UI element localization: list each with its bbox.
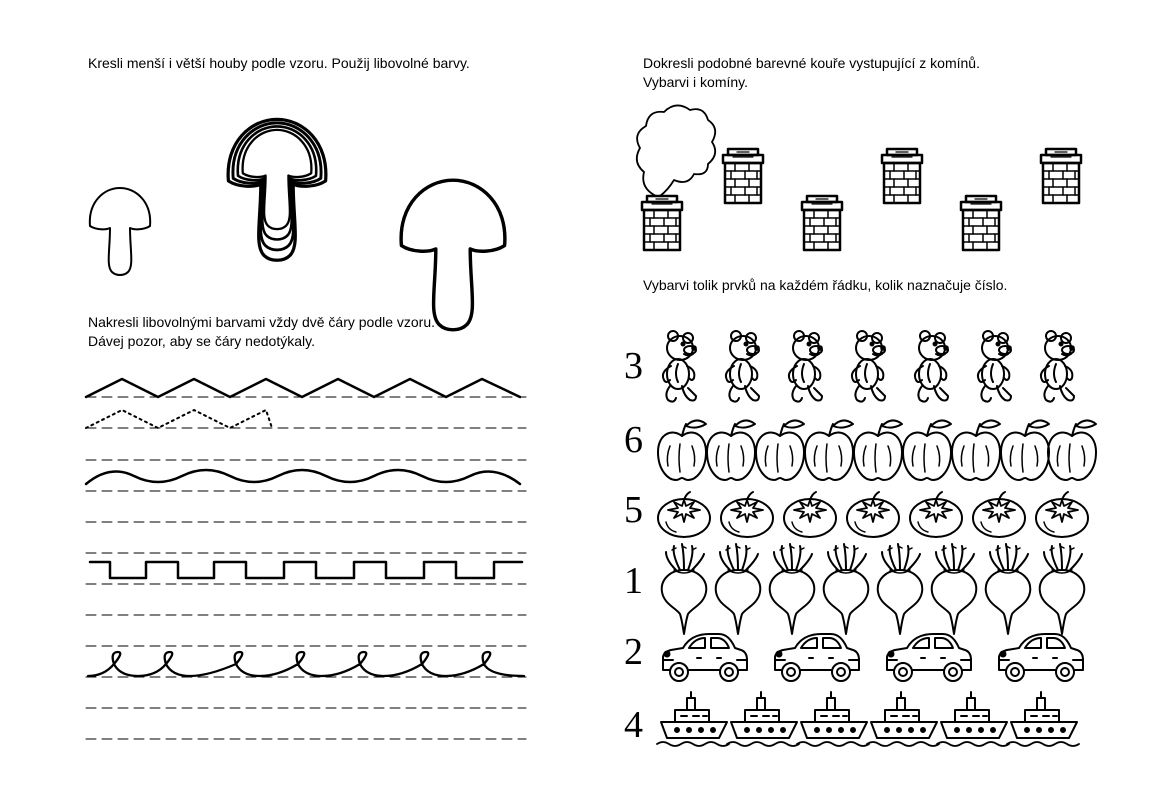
lines-instruction-line1: Nakresli libovolnými barvami vždy dvě čáry podle vzoru. — [88, 314, 436, 330]
boat-icon — [797, 692, 869, 746]
tomato-icon — [721, 492, 773, 537]
apple-icon — [756, 420, 804, 480]
tomato-icon — [1036, 492, 1088, 537]
apple-icon — [1001, 420, 1049, 480]
teddy-bear-icon — [726, 331, 759, 402]
radish-icon — [932, 544, 977, 634]
radish-icon — [770, 544, 815, 634]
car-icon — [775, 634, 859, 681]
apple-icon — [707, 420, 755, 480]
chimneys — [637, 105, 1081, 250]
teddy-bear-icon — [663, 331, 696, 402]
apple-icon — [805, 420, 853, 480]
tomato-icon — [973, 492, 1025, 537]
radish-icon — [662, 544, 707, 634]
tomato-icon — [784, 492, 836, 537]
radish-icon — [986, 544, 1031, 634]
apple-icon — [903, 420, 951, 480]
boat-icon — [1007, 692, 1079, 746]
teddy-bear-icon — [852, 331, 885, 402]
teddy-bear-icon — [789, 331, 822, 402]
count-instruction: Vybarvi tolik prvků na každém řádku, kolik naznačuje číslo. — [643, 277, 1008, 293]
row-radishes — [624, 544, 1084, 634]
teddy-bear-icon — [915, 331, 948, 402]
apple-icon — [1048, 420, 1096, 480]
teddy-bear-icon — [978, 331, 1011, 402]
mushroom-instruction: Kresli menší i větší houby podle vzoru. Použij libovolné barvy. — [88, 55, 470, 71]
radish-icon — [824, 544, 869, 634]
boat-icon — [657, 692, 729, 746]
row-apples — [624, 419, 1096, 480]
boat-icon — [937, 692, 1009, 746]
tomato-icon — [910, 492, 962, 537]
row-tomatoes — [624, 489, 1088, 537]
mushroom-large-outline — [401, 180, 505, 330]
apple-icon — [952, 420, 1000, 480]
mushroom-pattern-nested — [228, 119, 326, 260]
row-number: 2 — [624, 631, 643, 673]
radish-icon — [878, 544, 923, 634]
smoke-cloud — [637, 105, 715, 196]
row-number: 6 — [624, 419, 643, 461]
zigzag-line — [86, 379, 520, 397]
radish-icon — [1040, 544, 1085, 634]
row-boats — [624, 692, 1079, 746]
row-number: 3 — [624, 345, 643, 387]
teddy-bear-icon — [1041, 331, 1074, 402]
lines-instruction-line2: Dávej pozor, aby se čáry nedotýkaly. — [88, 333, 315, 349]
dotted-zigzag-line — [86, 410, 272, 428]
row-number: 4 — [624, 704, 643, 746]
mushroom-small — [90, 188, 150, 275]
wave-line — [86, 470, 520, 484]
car-icon — [999, 634, 1083, 681]
apple-icon — [854, 420, 902, 480]
car-icon — [887, 634, 971, 681]
row-number: 1 — [624, 560, 643, 602]
row-cars — [624, 631, 1083, 681]
tomato-icon — [847, 492, 899, 537]
writing-lines — [86, 397, 526, 739]
square-wave-line — [90, 562, 522, 578]
row-bears — [624, 331, 1074, 402]
smoke-instruction-line1: Dokresli podobné barevné kouře vystupující z komínů. — [643, 55, 980, 71]
loop-line — [88, 652, 524, 676]
apple-icon — [658, 420, 706, 480]
tomato-icon — [658, 492, 710, 537]
boat-icon — [867, 692, 939, 746]
boat-icon — [727, 692, 799, 746]
smoke-instruction-line2: Vybarvi i komíny. — [643, 74, 749, 90]
radish-icon — [716, 544, 761, 634]
car-icon — [663, 634, 747, 681]
row-number: 5 — [624, 489, 643, 531]
